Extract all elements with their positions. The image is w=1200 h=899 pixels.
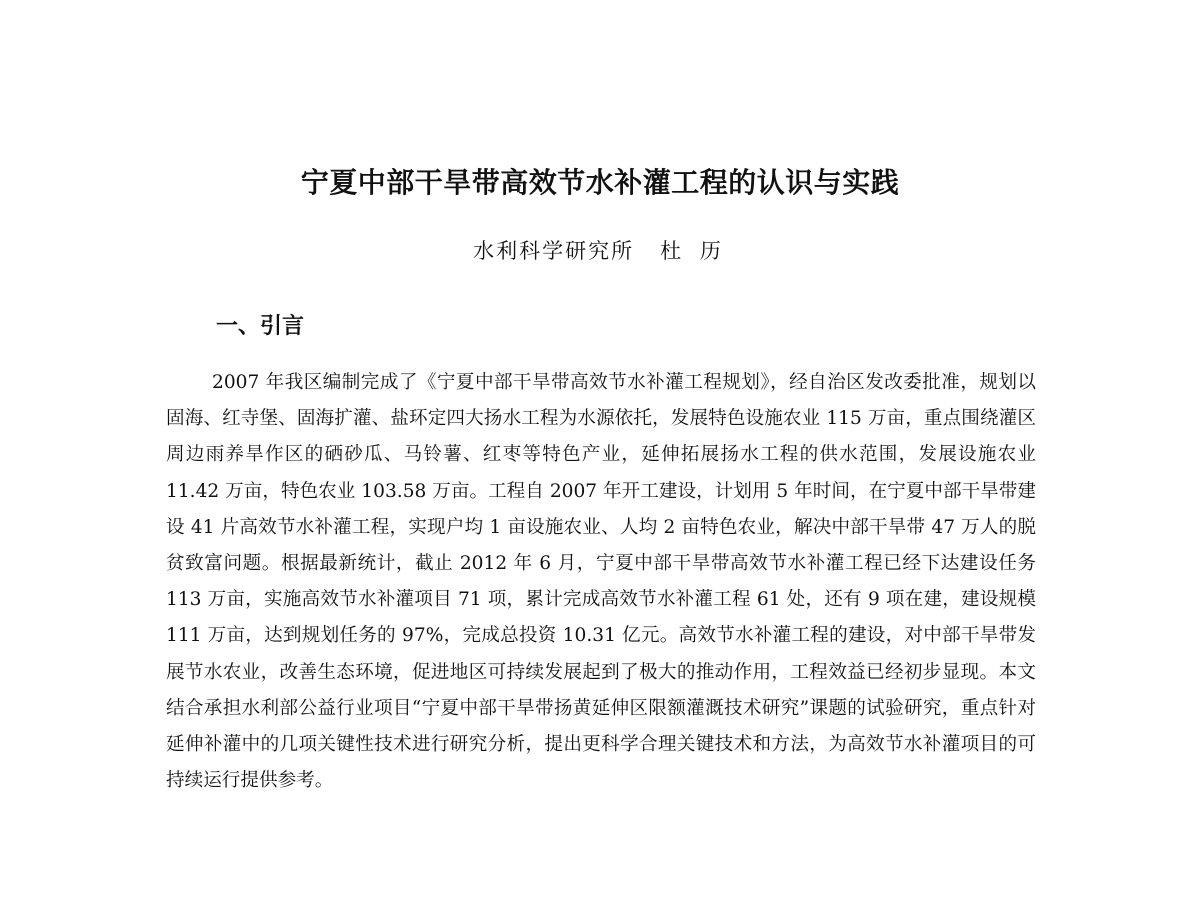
author-name: 杜 历 [660,239,727,263]
intro-paragraph: 2007 年我区编制完成了《宁夏中部干旱带高效节水补灌工程规划》，经自治区发改委批准，规划以固海、红寺堡、固海扩灌、盐环定四大扬水工程为水源依托，发展特色设施农业 115 万亩，重点围绕灌区周边雨养旱作区的硒砂瓜、马铃薯、红枣等特色产业，延伸拓展扬水工程的供水范围，发展设施农业 11.42 万亩，特色农业 103.58 万亩。工程自 2007 年开工建设，计划用 5 年时间，在宁夏中部干旱带建设 41 片高效节水补灌工程，实现户均 1 亩设施农业、人均 2 亩特色农业，解决中部干旱带 47 万人的脱贫致富问题。根据最新统计，截止 2012 年 6 月，宁夏中部干旱带高效节水补灌工程已经下达建设任务 113 万亩，实施高效节水补灌项目 71 项，累计完成高效节水补灌工程 61 处，还有 9 项在建，建设规模 111 万亩，达到规划任务的 97%，完成总投资 10.31 亿元。高效节水补灌工程的建设，对中部干旱带发展节水农业，改善生态环境，促进地区可持续发展起到了极大的推动作用，工程效益已经初步显现。本文结合承担水利部公益行业项目“宁夏中部干旱带扬黄延伸区限额灌溉技术研究”课题的试验研究，重点针对延伸补灌中的几项关键性技术进行研究分析，提出更科学合理关键技术和方法，为高效节水补灌项目的可持续运行提供参考。 [166,372,1036,792]
document-title: 宁夏中部干旱带高效节水补灌工程的认识与实践 [300,166,900,199]
affiliation: 水利科学研究所 [473,239,635,263]
byline [0,236,1200,266]
section-heading: 一、引言 [216,314,305,339]
